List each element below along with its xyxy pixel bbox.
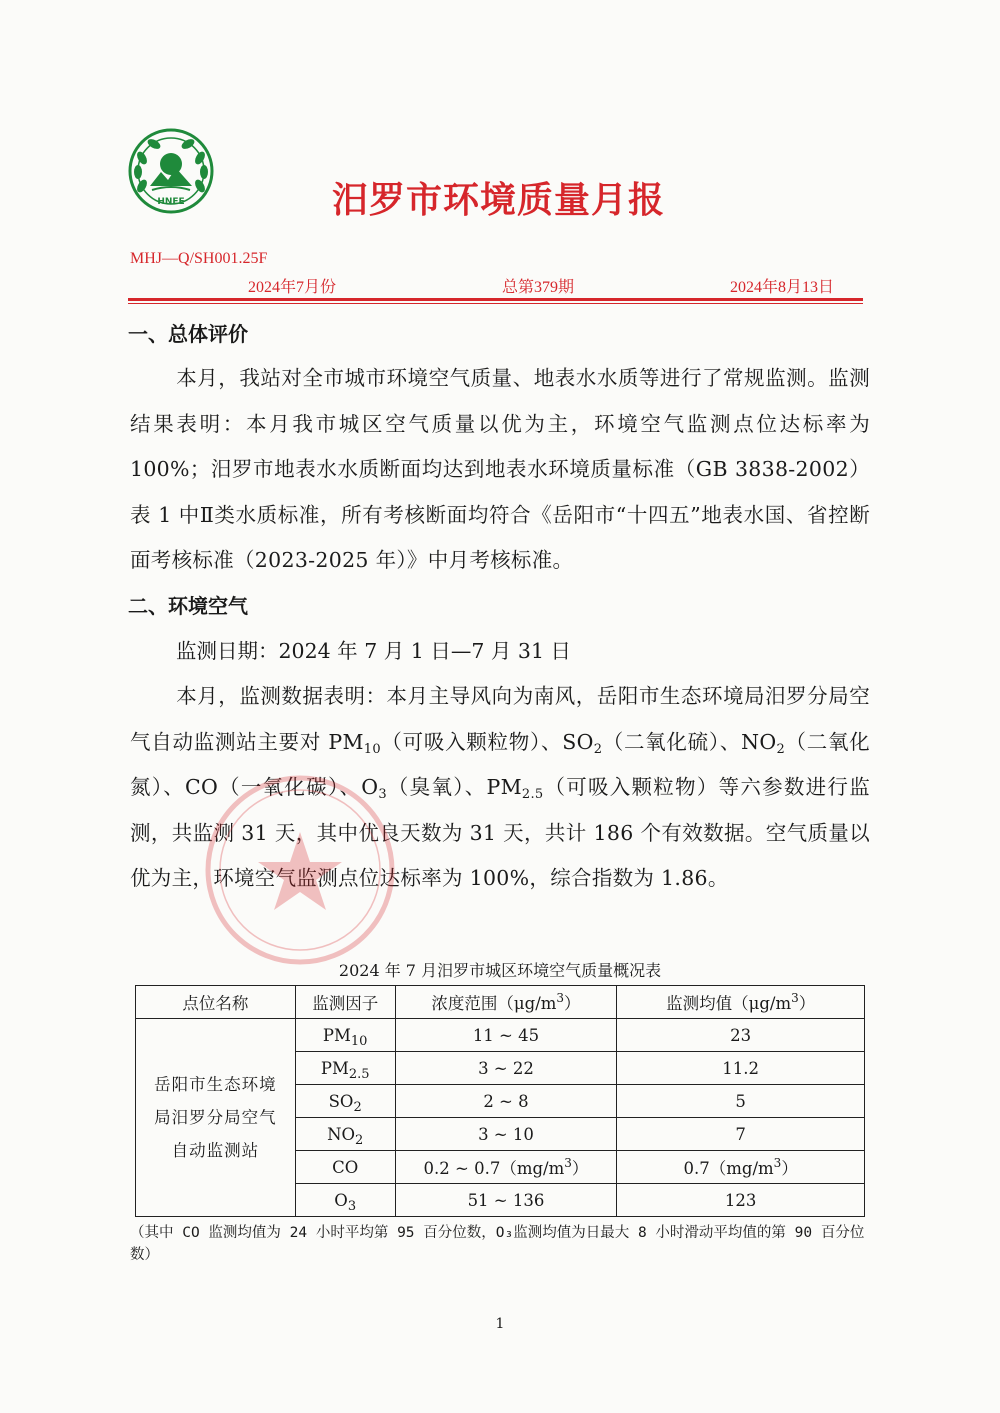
report-title: 汨罗市环境质量月报 <box>332 180 666 221</box>
table-caption: 2024 年 7 月汨罗市城区环境空气质量概况表 <box>338 961 662 980</box>
official-seal-icon <box>200 770 400 970</box>
mean-cell: 5 <box>617 1085 865 1118</box>
factor-cell: CO <box>295 1151 395 1184</box>
table-note: （其中 CO 监测均值为 24 小时平均第 95 百分位数，O₃监测均值为日最大 8 小时滑动平均值的第 90 百分位数） <box>130 1225 865 1263</box>
hnee-logo-icon <box>128 128 214 214</box>
section-heading-air: 二、环境空气 <box>128 594 248 618</box>
svg-text:HNEE: HNEE <box>157 197 185 207</box>
air-quality-table <box>135 985 865 1217</box>
mean-cell: 23 <box>617 1019 865 1052</box>
header-range: 浓度范围$(\mu g/m^3)$ <box>395 986 617 1019</box>
range-cell: 2 ~ 8 <box>395 1085 617 1118</box>
header-site: 点位名称 <box>136 986 296 1019</box>
report-month: 2024年7月份 <box>248 279 337 296</box>
mean-cell: 123 <box>617 1184 865 1217</box>
overall-paragraph: 本月，我站对全市城市环境空气质量、地表水水质等进行了常规监测。监测结果表明：本月我市城区空气质量以优为主，环境空气监测点位达标率为 100%；汨罗市地表水水质断面均达到地表水环境质量标准（GB 3838-2002）表 1 中Ⅱ类水质标准，所有考核断面均符合《岳阳市“十四五”地表水国、省控断面考核标准（2023-2025 年）》中月考核标准。 <box>130 366 870 572</box>
header-mean: 监测均值$(\mu g/m^3)$ <box>617 986 865 1019</box>
site-name-cell: 岳阳市生态环境局汨罗分局空气自动监测站 <box>136 1019 296 1217</box>
range-cell: 3 ~ 22 <box>395 1052 617 1085</box>
header-rule-thin <box>128 303 863 304</box>
factor-cell: $PM_{2.5}$ <box>295 1052 395 1085</box>
table-header-row <box>136 986 865 1019</box>
range-cell: 3 ~ 10 <box>395 1118 617 1151</box>
header-rule-thick <box>128 298 863 301</box>
factor-cell: $O_3$ <box>295 1184 395 1217</box>
section-heading-overall: 一、总体评价 <box>128 322 248 346</box>
monitoring-date: 监测日期：2024 年 7 月 1 日—7 月 31 日 <box>176 639 572 663</box>
issue-number: 总第379期 <box>502 279 575 296</box>
page-number: 1 <box>495 1316 505 1332</box>
mean-cell: $0.7(mg/m^3)$ <box>617 1151 865 1184</box>
header-factor: 监测因子 <box>295 986 395 1019</box>
factor-cell: $PM_{10}$ <box>295 1019 395 1052</box>
table-row <box>136 1019 865 1052</box>
range-cell: 51 ~ 136 <box>395 1184 617 1217</box>
range-cell: 11 ~ 45 <box>395 1019 617 1052</box>
document-code: MHJ—Q/SH001.25F <box>130 250 268 267</box>
air-paragraph: 本月，监测数据表明：本月主导风向为南风，岳阳市生态环境局汨罗分局空气自动监测站主要对 $PM_{10}$（可吸入颗粒物）、$SO_2$（二氧化硫）、$NO_2$（二氧化氮）、CO（一氧化碳）、$O_3$（臭氧）、$PM_{2.5}$（可吸入颗粒物）等六参数进行监测，共监测 31 天，其中优良天数为 31 天，共计 186 个有效数据。空气质量以优为主，环境空气监测点位达标率为 100%，综合指数为 1.86。 <box>130 684 870 890</box>
factor-cell: $NO_2$ <box>295 1118 395 1151</box>
range-cell: 0.2 ~ $0.7(mg/m^3)$ <box>395 1151 617 1184</box>
mean-cell: 7 <box>617 1118 865 1151</box>
mean-cell: 11.2 <box>617 1052 865 1085</box>
factor-cell: $SO_2$ <box>295 1085 395 1118</box>
report-date: 2024年8月13日 <box>730 279 835 296</box>
